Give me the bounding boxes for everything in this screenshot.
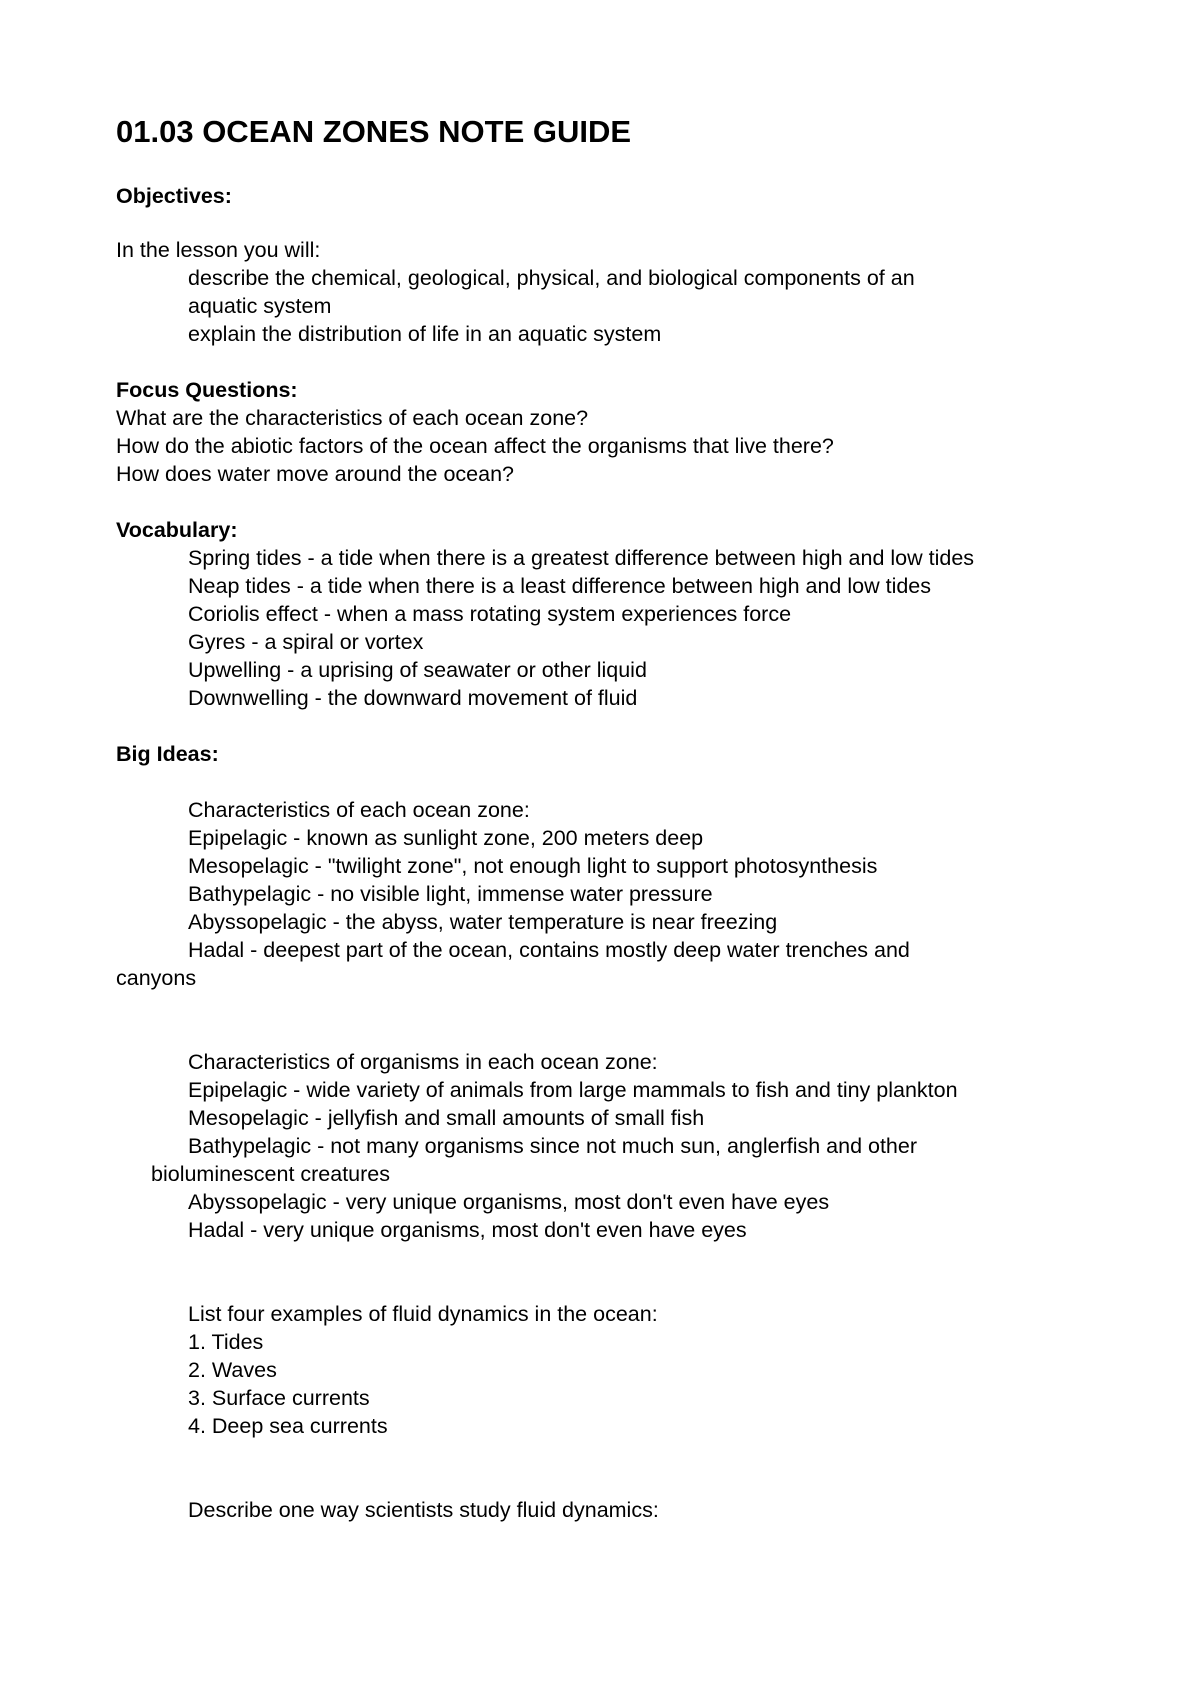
organism-line: Epipelagic - wide variety of animals from large mammals to fish and tiny plankton bbox=[188, 1078, 958, 1102]
zone-line: canyons bbox=[116, 966, 197, 990]
zone-line: Abyssopelagic - the abyss, water temperature is near freezing bbox=[188, 910, 778, 934]
focus-heading: Focus Questions: bbox=[116, 378, 298, 402]
fluid-item: 1. Tides bbox=[188, 1330, 264, 1354]
vocabulary-term: Downwelling - the downward movement of fluid bbox=[188, 686, 638, 710]
objectives-heading: Objectives: bbox=[116, 184, 232, 208]
organism-line: bioluminescent creatures bbox=[151, 1162, 391, 1186]
objective-item: describe the chemical, geological, physical, and biological components of an bbox=[188, 266, 915, 290]
organism-line: Bathypelagic - not many organisms since not much sun, anglerfish and other bbox=[188, 1134, 918, 1158]
fluid-intro: List four examples of fluid dynamics in the ocean: bbox=[188, 1302, 658, 1326]
fluid-item: 4. Deep sea currents bbox=[188, 1414, 388, 1438]
zone-line: Bathypelagic - no visible light, immense water pressure bbox=[188, 882, 713, 906]
organism-line: Abyssopelagic - very unique organisms, most don't even have eyes bbox=[188, 1190, 830, 1214]
vocabulary-heading: Vocabulary: bbox=[116, 518, 238, 542]
big-ideas-heading: Big Ideas: bbox=[116, 742, 219, 766]
focus-question: How does water move around the ocean? bbox=[116, 462, 514, 486]
describe-prompt: Describe one way scientists study fluid dynamics: bbox=[188, 1498, 659, 1522]
organism-line: Hadal - very unique organisms, most don't even have eyes bbox=[188, 1218, 747, 1242]
fluid-item: 2. Waves bbox=[188, 1358, 277, 1382]
vocabulary-term: Gyres - a spiral or vortex bbox=[188, 630, 424, 654]
objective-item: explain the distribution of life in an aquatic system bbox=[188, 322, 662, 346]
objectives-intro: In the lesson you will: bbox=[116, 238, 321, 262]
vocabulary-term: Coriolis effect - when a mass rotating system experiences force bbox=[188, 602, 792, 626]
zones-intro: Characteristics of each ocean zone: bbox=[188, 798, 530, 822]
vocabulary-term: Upwelling - a uprising of seawater or other liquid bbox=[188, 658, 647, 682]
focus-question: What are the characteristics of each ocean zone? bbox=[116, 406, 589, 430]
zone-line: Epipelagic - known as sunlight zone, 200 meters deep bbox=[188, 826, 704, 850]
focus-question: How do the abiotic factors of the ocean affect the organisms that live there? bbox=[116, 434, 834, 458]
page-title: 01.03 OCEAN ZONES NOTE GUIDE bbox=[116, 114, 632, 149]
zone-line: Hadal - deepest part of the ocean, contains mostly deep water trenches and bbox=[188, 938, 910, 962]
vocabulary-term: Neap tides - a tide when there is a least difference between high and low tides bbox=[188, 574, 932, 598]
fluid-item: 3. Surface currents bbox=[188, 1386, 370, 1410]
organism-line: Mesopelagic - jellyfish and small amounts of small fish bbox=[188, 1106, 705, 1130]
vocabulary-term: Spring tides - a tide when there is a greatest difference between high and low tides bbox=[188, 546, 975, 570]
organisms-intro: Characteristics of organisms in each ocean zone: bbox=[188, 1050, 658, 1074]
zone-line: Mesopelagic - "twilight zone", not enough light to support photosynthesis bbox=[188, 854, 878, 878]
objective-item: aquatic system bbox=[188, 294, 332, 318]
